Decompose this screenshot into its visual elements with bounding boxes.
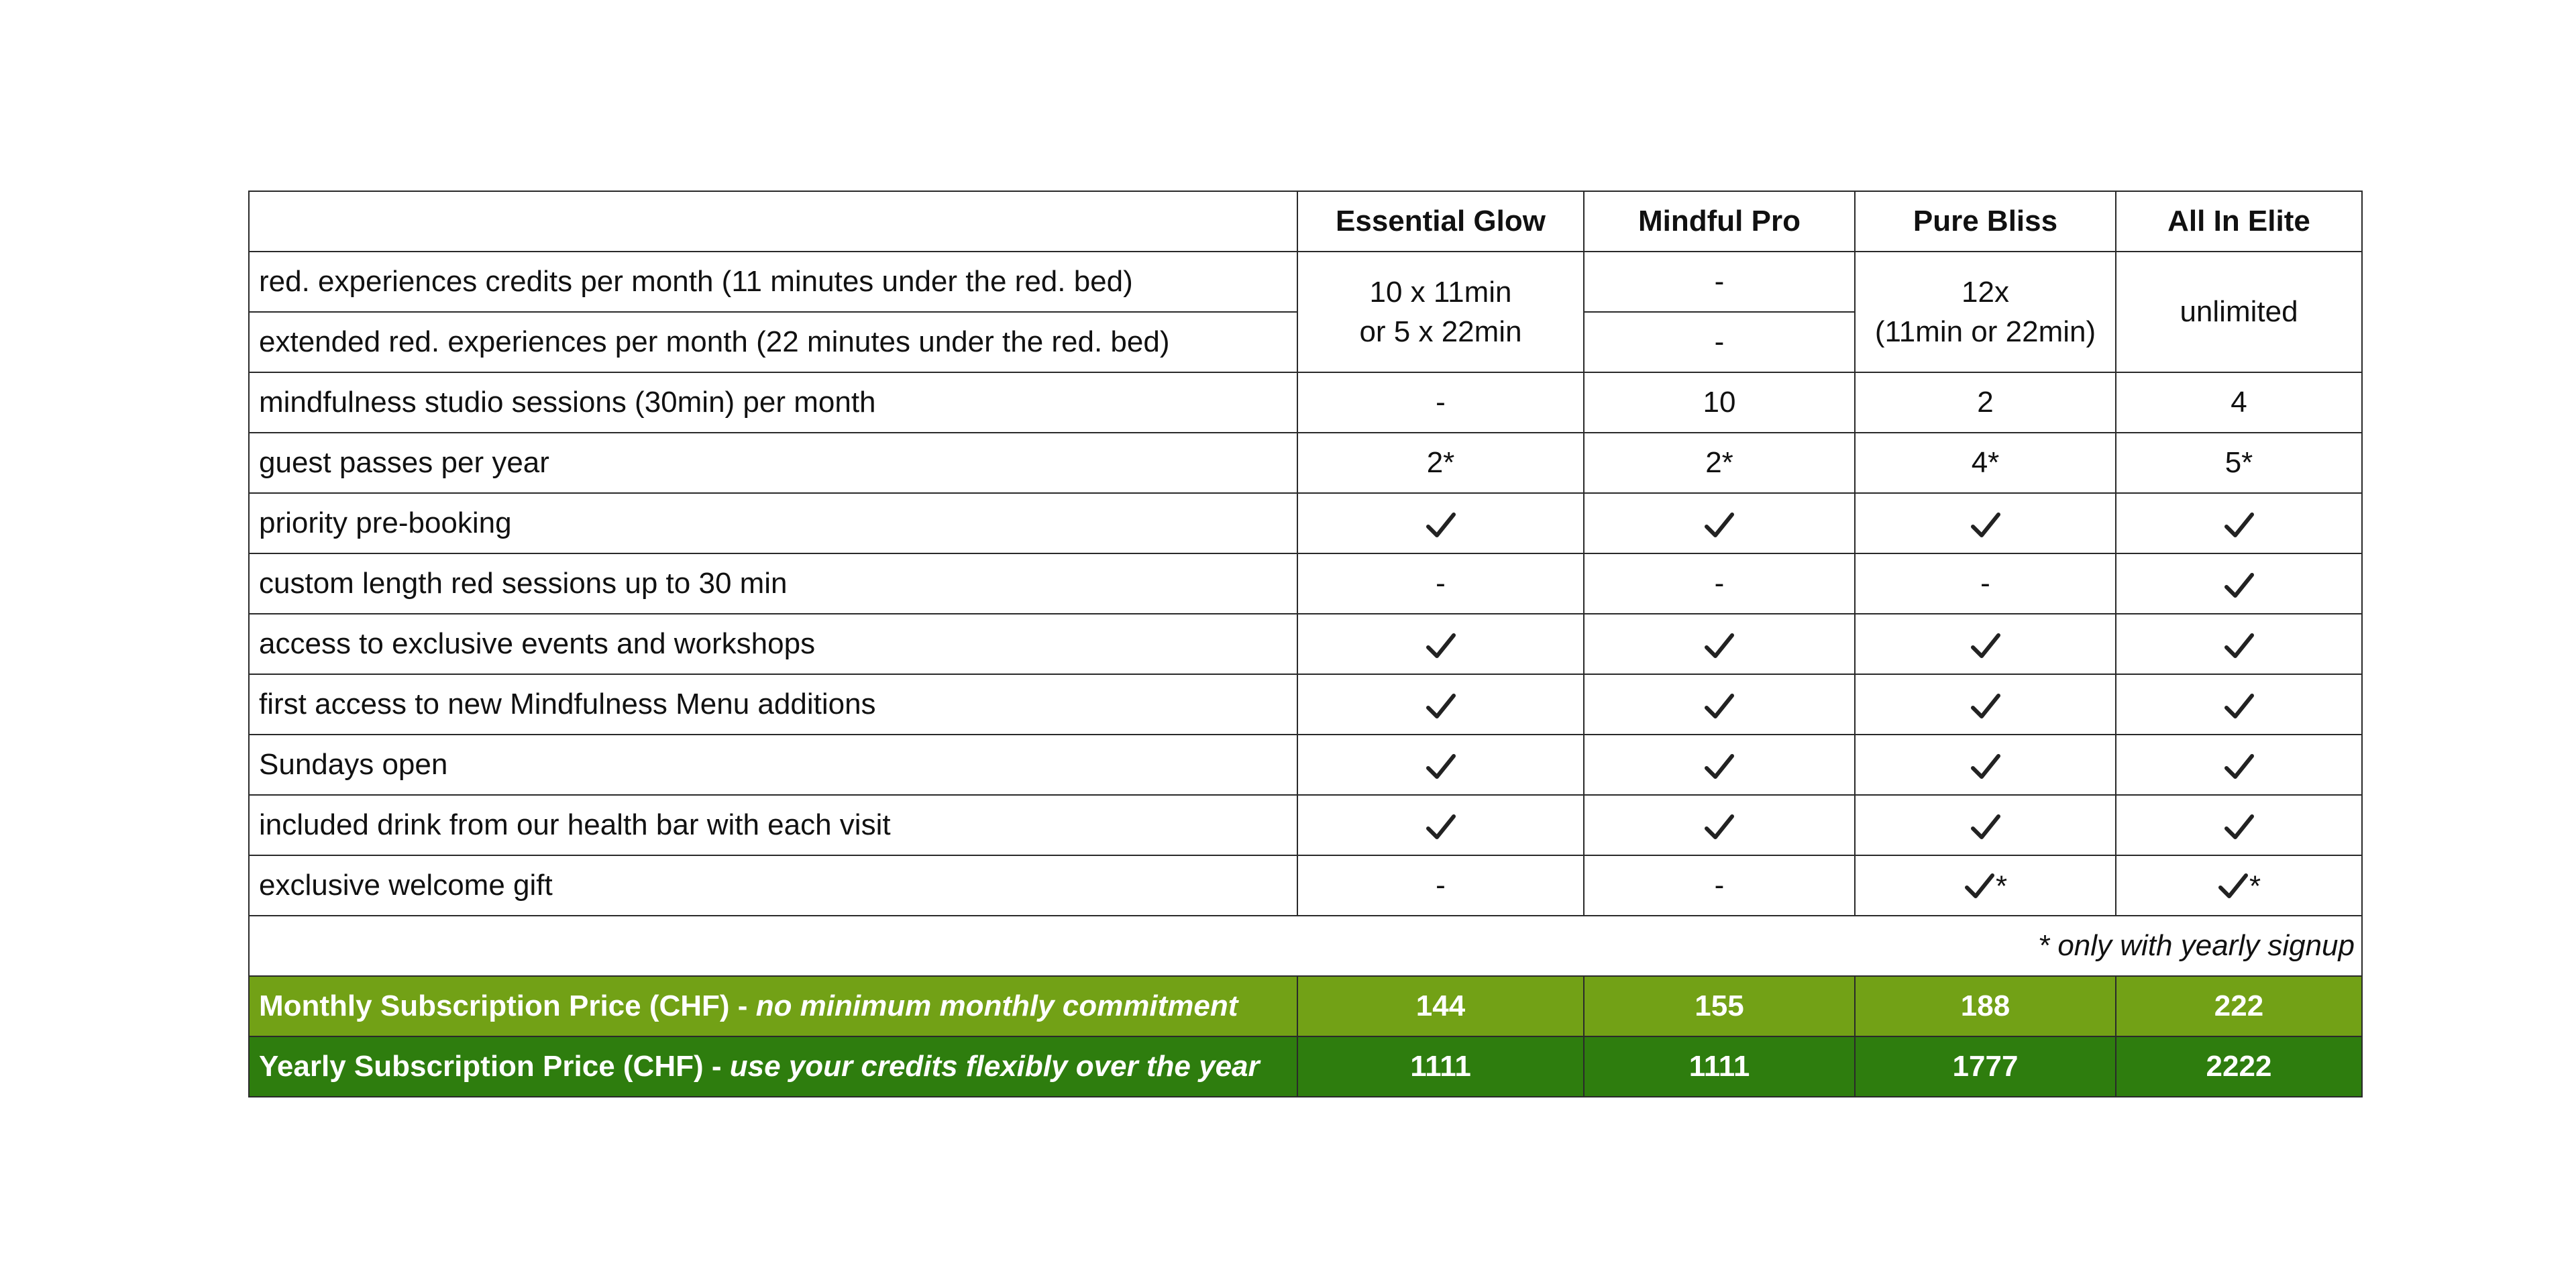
- value-cell: [1855, 855, 2116, 916]
- value-cell: [1297, 735, 1584, 795]
- check-icon: [1425, 511, 1457, 540]
- value-cell: [1297, 674, 1584, 735]
- plan-header-mindful-pro: Mindful Pro: [1584, 191, 1855, 252]
- value-cell: [2116, 493, 2362, 553]
- check-icon: [1970, 752, 2002, 782]
- pure-credits-line1: 12x: [1962, 275, 2009, 309]
- price-cell: 2222: [2116, 1036, 2362, 1097]
- price-cell: 144: [1297, 976, 1584, 1036]
- essential-credits-line1: 10 x 11min: [1369, 275, 1512, 309]
- plan-header-pure-bliss: Pure Bliss: [1855, 191, 2116, 252]
- monthly-price-label: [249, 976, 1297, 1036]
- check-icon: [1703, 812, 1735, 842]
- table-row-guest: [249, 433, 2362, 493]
- value-cell: [1297, 614, 1584, 674]
- value-cell: -: [1297, 372, 1584, 433]
- elite-credits-value: unlimited: [2116, 252, 2362, 372]
- price-cell: 1111: [1297, 1036, 1584, 1097]
- value-cell: [1584, 493, 1855, 553]
- value-cell: [1297, 795, 1584, 855]
- header-empty-cell: [249, 191, 1297, 252]
- yearly-signup-note: * only with yearly signup: [249, 916, 2362, 976]
- check-icon: [1425, 631, 1457, 661]
- check-icon: [1703, 752, 1735, 782]
- check-icon: [1964, 871, 1996, 901]
- feature-label: extended red. experiences per month (22 minutes under the red. bed): [249, 312, 1297, 372]
- value-cell: 4*: [1855, 433, 2116, 493]
- value-cell: -: [1584, 553, 1855, 614]
- table-row-studio: [249, 372, 2362, 433]
- plan-header-all-in-elite: All In Elite: [2116, 191, 2362, 252]
- value-cell: [1584, 674, 1855, 735]
- value-cell: 2*: [1584, 433, 1855, 493]
- check-icon: [2223, 571, 2255, 600]
- feature-label: guest passes per year: [249, 433, 1297, 493]
- feature-label: first access to new Mindfulness Menu additions: [249, 674, 1297, 735]
- pure-credits-line2: (11min or 22min): [1874, 315, 2096, 348]
- check-star: [2217, 868, 2261, 901]
- feature-label: priority pre-booking: [249, 493, 1297, 553]
- value-cell: [1855, 674, 2116, 735]
- price-cell: 1111: [1584, 1036, 1855, 1097]
- value-cell: [1855, 795, 2116, 855]
- pure-credits-cell: [1855, 252, 2116, 372]
- value-cell: [1855, 493, 2116, 553]
- monthly-subtitle: no minimum monthly commitment: [755, 989, 1238, 1023]
- value-cell: [2116, 674, 2362, 735]
- subscription-comparison-table: [248, 191, 2363, 1097]
- feature-label: access to exclusive events and workshops: [249, 614, 1297, 674]
- check-icon: [2217, 871, 2249, 901]
- check-icon: [1970, 631, 2002, 661]
- value-cell: 4: [2116, 372, 2362, 433]
- value-cell: [1855, 735, 2116, 795]
- table-row-menu: [249, 674, 2362, 735]
- check-icon: [2223, 692, 2255, 721]
- asterisk: *: [1995, 869, 2008, 903]
- feature-label: mindfulness studio sessions (30min) per month: [249, 372, 1297, 433]
- check-icon: [1970, 812, 2002, 842]
- table-row-credits: [249, 252, 2362, 312]
- check-icon: [1703, 631, 1735, 661]
- essential-credits-cell: [1297, 252, 1584, 372]
- price-cell: 188: [1855, 976, 2116, 1036]
- header-row: [249, 191, 2362, 252]
- check-icon: [2223, 752, 2255, 782]
- asterisk: *: [2249, 869, 2261, 903]
- yearly-price-label: [249, 1036, 1297, 1097]
- value-cell: [1855, 614, 2116, 674]
- value-cell: -: [1855, 553, 2116, 614]
- value-cell: [1584, 795, 1855, 855]
- value-cell: [2116, 614, 2362, 674]
- check-icon: [1425, 692, 1457, 721]
- feature-label: included drink from our health bar with each visit: [249, 795, 1297, 855]
- check-icon: [1703, 511, 1735, 540]
- value-cell: 2: [1855, 372, 2116, 433]
- value-cell: [2116, 855, 2362, 916]
- price-cell: 1777: [1855, 1036, 2116, 1097]
- feature-label: Sundays open: [249, 735, 1297, 795]
- value-cell: 2*: [1297, 433, 1584, 493]
- essential-credits-line2: or 5 x 22min: [1359, 315, 1522, 348]
- check-icon: [1425, 752, 1457, 782]
- table-row-drink: [249, 795, 2362, 855]
- value-cell: -: [1297, 855, 1584, 916]
- table-row-gift: [249, 855, 2362, 916]
- table-row-monthly-price: [249, 976, 2362, 1036]
- value-cell: -: [1297, 553, 1584, 614]
- feature-label: red. experiences credits per month (11 minutes under the red. bed): [249, 252, 1297, 312]
- table-row-priority: [249, 493, 2362, 553]
- value-cell: [2116, 795, 2362, 855]
- check-icon: [2223, 511, 2255, 540]
- check-icon: [2223, 631, 2255, 661]
- feature-label: custom length red sessions up to 30 min: [249, 553, 1297, 614]
- table-row-yearly-price: [249, 1036, 2362, 1097]
- value-cell: -: [1584, 855, 1855, 916]
- check-star: [1964, 868, 2007, 901]
- value-cell: [1584, 614, 1855, 674]
- yearly-subtitle: use your credits flexibly over the year: [729, 1050, 1260, 1083]
- check-icon: [1970, 692, 2002, 721]
- check-icon: [1425, 812, 1457, 842]
- table-row-note: [249, 916, 2362, 976]
- mindful-credits-value: -: [1584, 252, 1855, 312]
- check-icon: [1970, 511, 2002, 540]
- table-row-custom: [249, 553, 2362, 614]
- check-icon: [1703, 692, 1735, 721]
- price-cell: 222: [2116, 976, 2362, 1036]
- check-icon: [2223, 812, 2255, 842]
- table-row-sundays: [249, 735, 2362, 795]
- monthly-label-text: Monthly Subscription Price (CHF) -: [259, 989, 756, 1023]
- value-cell: [2116, 735, 2362, 795]
- value-cell: [1584, 735, 1855, 795]
- value-cell: [2116, 553, 2362, 614]
- yearly-label-text: Yearly Subscription Price (CHF) -: [259, 1050, 730, 1083]
- plan-header-essential-glow: Essential Glow: [1297, 191, 1584, 252]
- price-cell: 155: [1584, 976, 1855, 1036]
- mindful-extended-value: -: [1584, 312, 1855, 372]
- value-cell: 10: [1584, 372, 1855, 433]
- value-cell: [1297, 493, 1584, 553]
- table-row-events: [249, 614, 2362, 674]
- value-cell: 5*: [2116, 433, 2362, 493]
- feature-label: exclusive welcome gift: [249, 855, 1297, 916]
